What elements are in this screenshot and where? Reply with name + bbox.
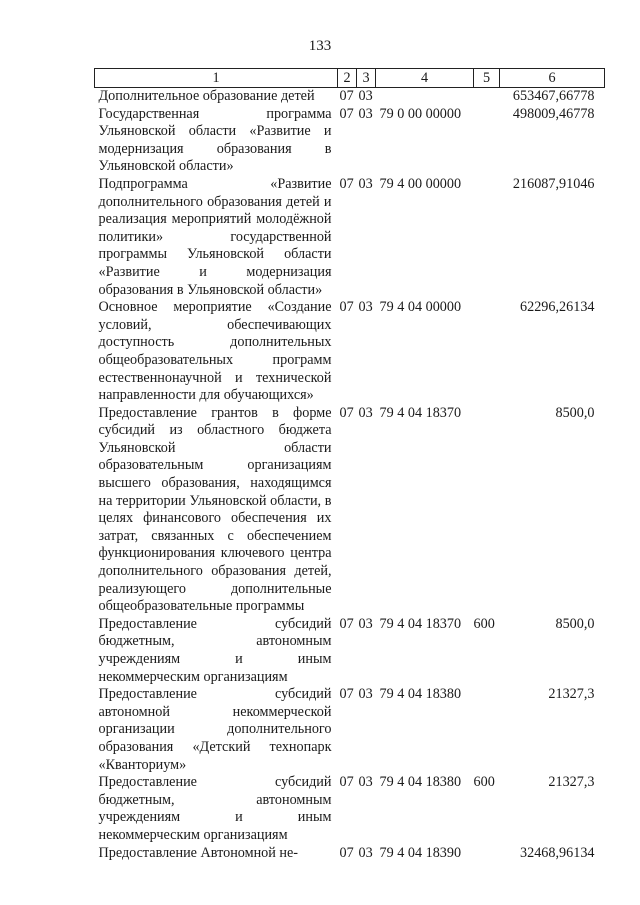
row-name: Дополнительное образование детей (98, 88, 315, 104)
header-col-5: 5 (474, 69, 500, 88)
row-target-article: 79 4 04 00000 (379, 299, 462, 316)
row-amount: 32468,96134 (520, 844, 595, 861)
row-amount: 653467,66778 (512, 88, 595, 104)
header-row (95, 69, 605, 88)
row-subsection: 03 (358, 404, 373, 421)
row-target-article: 79 4 00 00000 (379, 175, 462, 192)
row-name: Государственная программа Ульяновской области «Развитие и модернизация образования в Ульяновской области» (98, 105, 332, 175)
row-section: 07 (339, 844, 354, 861)
row-section: 07 (339, 686, 354, 703)
row-subsection: 03 (358, 615, 373, 632)
row-amount: 21327,3 (548, 686, 595, 703)
row-section: 07 (339, 175, 354, 192)
row-expense-type (474, 405, 500, 616)
table-body (95, 88, 605, 863)
row-subsection: 03 (358, 686, 373, 703)
header-col-1: 1 (95, 69, 338, 88)
header-col-6: 6 (500, 69, 605, 88)
row-section: 07 (339, 404, 354, 421)
table-row (95, 686, 605, 774)
table-row (95, 88, 605, 106)
row-target-article: 79 4 04 18390 (379, 844, 462, 861)
table-row (95, 176, 605, 299)
row-target-article: 79 0 00 00000 (379, 105, 462, 122)
row-expense-type (474, 845, 500, 863)
row-section: 07 (339, 299, 354, 316)
budget-table (94, 68, 605, 862)
row-amount: 62296,26134 (520, 299, 595, 316)
row-target-article: 79 4 04 18370 (379, 615, 462, 632)
row-subsection: 03 (358, 774, 373, 791)
row-section: 07 (339, 105, 354, 122)
row-name: Предоставление субсидий бюджетным, автономным учреждениям и иным некоммерческим организациям (98, 774, 332, 843)
row-target-article (376, 88, 474, 106)
row-name: Предоставление Автономной не- (98, 844, 299, 861)
row-name: Предоставление субсидий автономной некоммерческой организации дополнительного образования «Детский технопарк «Кванториум» (98, 686, 332, 773)
row-subsection: 03 (358, 88, 373, 104)
row-expense-type (474, 176, 500, 299)
row-subsection: 03 (358, 105, 373, 122)
page-number: 133 (308, 38, 332, 54)
row-section: 07 (339, 88, 354, 104)
table-row (95, 299, 605, 405)
row-expense-type (474, 299, 500, 405)
row-amount: 21327,3 (548, 774, 595, 791)
row-expense-type: 600 (473, 615, 495, 632)
row-name: Подпрограмма «Развитие дополнительного образования детей и реализация мероприятий молодёжной политики» государственной программы Ульяновской области «Развитие и модернизация образования в Ульяновской области» (98, 175, 332, 298)
row-amount: 8500,0 (555, 404, 595, 421)
row-section: 07 (339, 774, 354, 791)
row-subsection: 03 (358, 299, 373, 316)
row-expense-type (474, 88, 500, 106)
row-amount: 498009,46778 (512, 105, 595, 122)
table-row (95, 845, 605, 863)
table-row (95, 616, 605, 686)
row-subsection: 03 (358, 175, 373, 192)
row-name: Предоставление грантов в форме субсидий из областного бюджета Ульяновской области образовательным организациям высшего образования, находящимся на территории Ульяновской области, в целях финансового обеспечения их затрат, связанных с обеспечением функционирования ключевого центра дополнительного образования детей, реализующего дополнительные общеобразовательные программы (98, 404, 332, 615)
row-amount: 8500,0 (555, 615, 595, 632)
row-amount: 216087,91046 (512, 175, 595, 192)
row-name: Основное мероприятие «Создание условий, обеспечивающих доступность дополнительных общеобразовательных программ естественнонаучной и технической направленности для обучающихся» (98, 299, 332, 404)
row-expense-type (474, 106, 500, 176)
table-row (95, 405, 605, 616)
row-target-article: 79 4 04 18380 (379, 686, 462, 703)
row-expense-type: 600 (473, 774, 495, 791)
row-target-article: 79 4 04 18370 (379, 404, 462, 421)
header-col-4: 4 (376, 69, 474, 88)
row-target-article: 79 4 04 18380 (379, 774, 462, 791)
row-subsection: 03 (358, 844, 373, 861)
row-expense-type (474, 686, 500, 774)
table-row (95, 774, 605, 844)
row-section: 07 (339, 615, 354, 632)
header-col-3: 3 (357, 69, 376, 88)
table-row (95, 106, 605, 176)
row-name: Предоставление субсидий бюджетным, автономным учреждениям и иным некоммерческим организациям (98, 615, 332, 685)
header-col-2: 2 (338, 69, 357, 88)
table-header (95, 69, 605, 88)
